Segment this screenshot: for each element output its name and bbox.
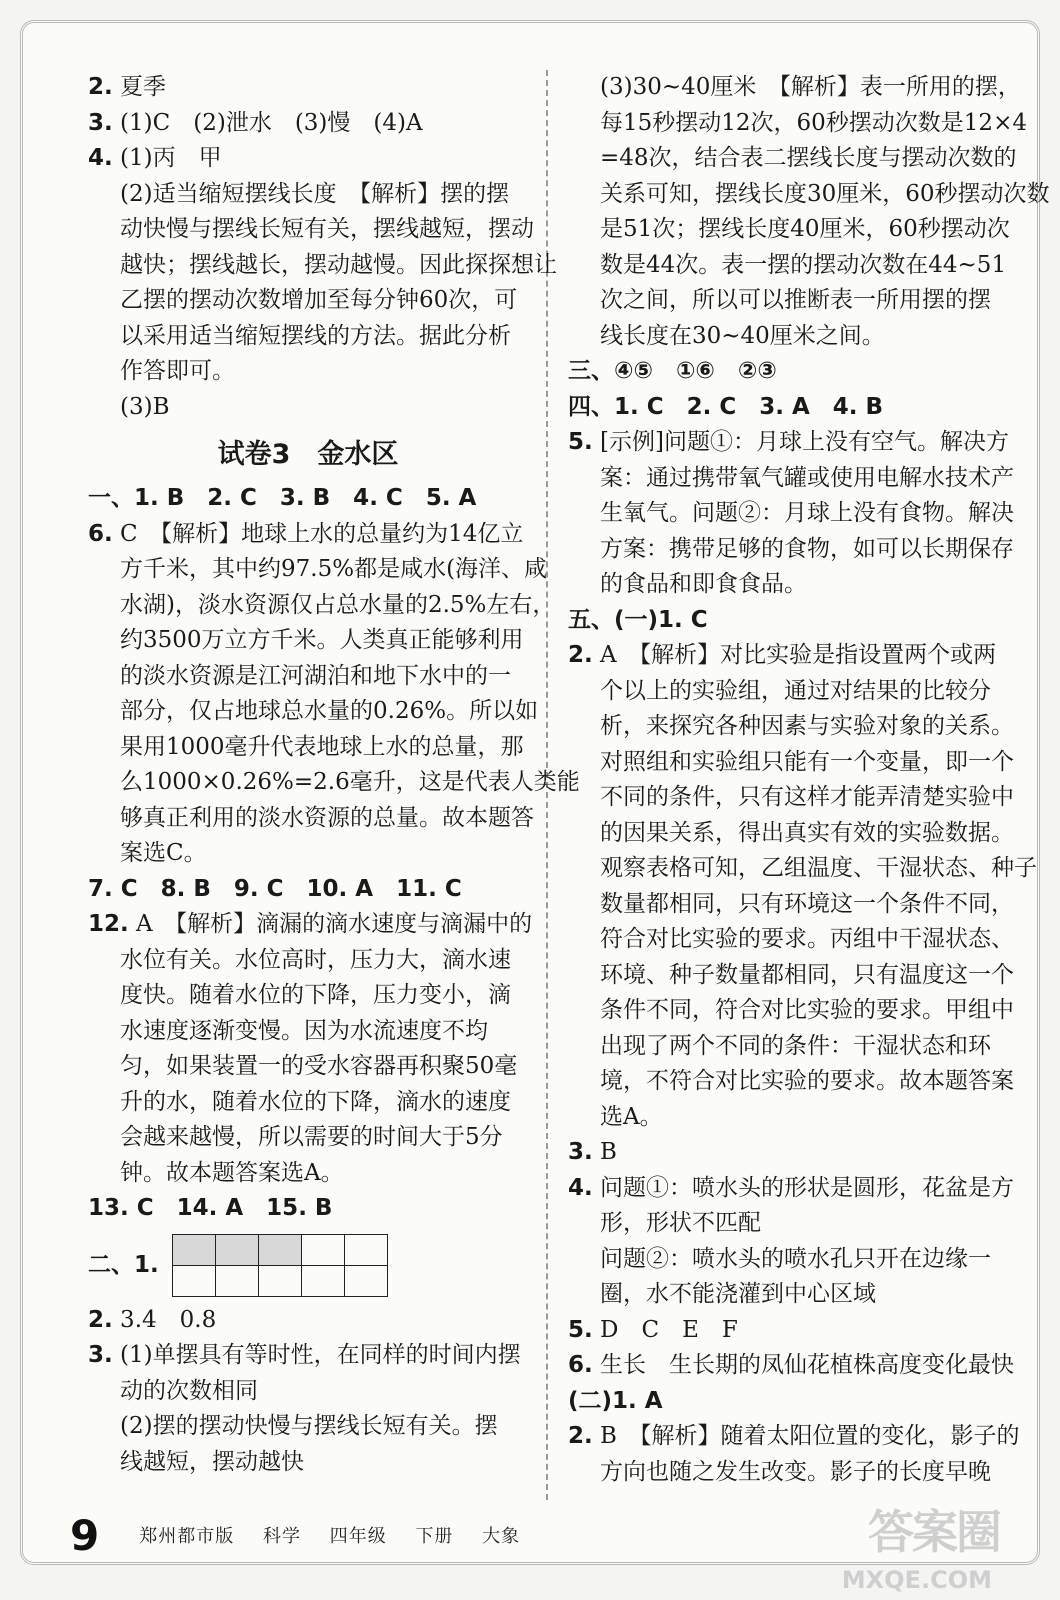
- answer-line: 境，不符合对比实验的要求。故本题答案: [600, 1068, 1014, 1094]
- answer-line: 7. C 8. B 9. C 10. A 11. C: [88, 875, 462, 902]
- answer-line: 12. A 【解析】滴漏的滴水速度与滴漏中的: [88, 911, 533, 937]
- watermark-url: MXQE.COM: [841, 1566, 992, 1594]
- answer-line: 4. (1)丙 甲: [88, 145, 222, 171]
- answer-line: 四、1. C 2. C 3. A 4. B: [568, 393, 884, 420]
- answer-line: 线越短，摆动越快: [120, 1448, 304, 1475]
- answer-line: 5. D C E F: [568, 1316, 738, 1343]
- answer-line: =48次，结合表二摆线长度与摆动次数的: [600, 145, 1017, 171]
- answer-line: 乙摆的摆动次数增加至每分钟60次，可: [120, 287, 518, 313]
- volume-label: 下册: [415, 1526, 454, 1547]
- answer-line: 3. (1)C (2)泄水 (3)慢 (4)A: [88, 109, 423, 136]
- answer-line: 圈，水不能浇灌到中心区域: [600, 1281, 876, 1307]
- answer-line: 2. B 【解析】随着太阳位置的变化，影子的: [568, 1423, 1020, 1449]
- answer-line: 不同的条件，只有这样才能弄清楚实验中: [600, 784, 1014, 810]
- answer-line: 选A。: [600, 1103, 663, 1130]
- answer-line: 生氧气。问题②：月球上没有食物。解决: [600, 500, 1014, 526]
- answer-line: 线长度在30~40厘米之间。: [600, 322, 885, 349]
- answer-line: 么1000×0.26%=2.6毫升，这是代表人类能: [120, 769, 580, 795]
- left-column: [88, 70, 580, 1480]
- watermark-logo: 答案圈: [868, 1505, 1000, 1559]
- answer-line: 的因果关系，得出真实有效的实验数据。: [600, 819, 1014, 846]
- answer-line: 数是44次。表一摆的摆动次数在44~51: [600, 251, 1007, 278]
- answer-line: 够真正利用的淡水资源的总量。故本题答: [120, 804, 534, 831]
- answer-line: 条件不同，符合对比实验的要求。甲组中: [600, 997, 1014, 1023]
- answer-line: 13. C 14. A 15. B: [88, 1195, 333, 1221]
- answer-line: 会越来越慢，所以需要的时间大于5分: [120, 1124, 503, 1150]
- answer-line: 对照组和实验组只能有一个变量，即一个: [600, 748, 1014, 775]
- answer-line: (二)1. A: [568, 1387, 663, 1414]
- subject-label: 科学: [262, 1526, 301, 1547]
- answer-line: 5. [示例]问题①：月球上没有空气。解决方: [568, 429, 1010, 455]
- answer-line: 方千米，其中约97.5%都是咸水(海洋、咸: [120, 556, 548, 582]
- answer-line: 问题②：喷水头的喷水孔只开在边缘一: [600, 1245, 991, 1272]
- answer-line: 6. C 【解析】地球上水的总量约为14亿立: [88, 520, 524, 547]
- answer-line: 出现了两个不同的条件：干湿状态和环: [600, 1032, 991, 1059]
- answer-line: 升的水，随着水位的下降，滴水的速度: [120, 1088, 511, 1115]
- answer-line: 果用1000毫升代表地球上水的总量，那: [120, 733, 524, 760]
- answer-line: 水位有关。水位高时，压力大，滴水速: [120, 946, 511, 973]
- section-title: 试卷3 金水区: [217, 439, 399, 470]
- answer-line: 度快。随着水位的下降，压力变小，滴: [120, 982, 511, 1008]
- answer-line: 个以上的实验组，通过对结果的比较分: [600, 677, 991, 704]
- answer-line: 符合对比实验的要求。丙组中干湿状态、: [600, 926, 1014, 952]
- page-number: 9: [70, 1510, 100, 1560]
- answer-line: 方案：携带足够的食物，如可以长期保存: [600, 535, 1014, 562]
- right-column: [568, 70, 1050, 1490]
- answer-line: 一、1. B 2. C 3. B 4. C 5. A: [88, 485, 477, 511]
- answer-line: 2. 3.4 0.8: [88, 1306, 217, 1333]
- answer-line: 3. (1)单摆具有等时性，在同样的时间内摆: [88, 1342, 521, 1368]
- answer-line: 钟。故本题答案选A。: [120, 1159, 344, 1186]
- answer-line: 关系可知，摆线长度30厘米，60秒摆动次数: [600, 180, 1050, 207]
- answer-line: 每15秒摆动12次，60秒摆动次数是12×4: [600, 109, 1027, 136]
- answer-line: 环境、种子数量都相同，只有温度这一个: [600, 961, 1014, 988]
- answer-line: 2. A 【解析】对比实验是指设置两个或两: [568, 642, 997, 668]
- answer-line: 动快慢与摆线长短有关，摆线越短，摆动: [120, 216, 534, 242]
- answer-line: 的淡水资源是江河湖泊和地下水中的一: [120, 662, 511, 689]
- answer-line: 案选C。: [120, 840, 207, 866]
- edition-label: 郑州都市版: [139, 1526, 235, 1547]
- answer-line: 3. B: [568, 1139, 617, 1165]
- page-footer: [70, 1510, 542, 1560]
- answer-line: 越快；摆线越长，摆动越慢。因此探探想让: [120, 251, 557, 278]
- answer-line: 数量都相同，只有环境这一个条件不同，: [600, 890, 1014, 917]
- answer-line: 以采用适当缩短摆线的方法。据此分析: [120, 322, 511, 349]
- answer-line: (3)30~40厘米 【解析】表一所用的摆，: [600, 74, 1021, 100]
- answer-line: 作答即可。: [120, 358, 235, 384]
- answer-line: (2)摆的摆动快慢与摆线长短有关。摆: [120, 1413, 498, 1439]
- answer-line: 形，形状不匹配: [600, 1210, 761, 1236]
- brand-label: 大象: [482, 1526, 521, 1547]
- answer-grid: [172, 1234, 388, 1297]
- answer-line: (3)B: [120, 393, 170, 420]
- answer-line: 约3500万立方千米。人类真正能够利用: [120, 627, 524, 653]
- answer-line: 析，来探究各种因素与实验对象的关系。: [600, 713, 1014, 739]
- answer-line: 水速度逐渐变慢。因为水流速度不均: [120, 1017, 488, 1044]
- answer-line: 二、1.: [88, 1227, 528, 1303]
- answer-line: 的食品和即食食品。: [600, 571, 807, 597]
- answer-line: 动的次数相同: [120, 1377, 258, 1404]
- answer-line: 五、(一)1. C: [568, 606, 708, 633]
- answer-line: 匀，如果装置一的受水容器再积聚50毫: [120, 1053, 518, 1079]
- answer-line: 方向也随之发生改变。影子的长度早晚: [600, 1458, 991, 1485]
- answer-line: 6. 生长 生长期的凤仙花植株高度变化最快: [568, 1352, 1015, 1378]
- answer-line: 4. 问题①：喷水头的形状是圆形，花盆是方: [568, 1174, 1015, 1201]
- answer-line: 是51次；摆线长度40厘米，60秒摆动次: [600, 216, 1010, 242]
- book-meta: [139, 1522, 542, 1548]
- answer-line: 水湖)，淡水资源仅占总水量的2.5%左右，: [120, 591, 556, 618]
- answer-line: 三、④⑤ ①⑥ ②③: [568, 358, 777, 384]
- answer-line: 2. 夏季: [88, 74, 167, 100]
- answer-line: (2)适当缩短摆线长度 【解析】摆的摆: [120, 180, 510, 207]
- answer-line: 观察表格可知，乙组温度、干湿状态、种子: [600, 855, 1037, 881]
- answer-line: 次之间，所以可以推断表一所用摆的摆: [600, 287, 991, 313]
- grade-label: 四年级: [329, 1526, 387, 1547]
- answer-line: 案：通过携带氧气罐或使用电解水技术产: [600, 464, 1014, 491]
- answer-line: 部分，仅占地球总水量的0.26%。所以如: [120, 698, 539, 724]
